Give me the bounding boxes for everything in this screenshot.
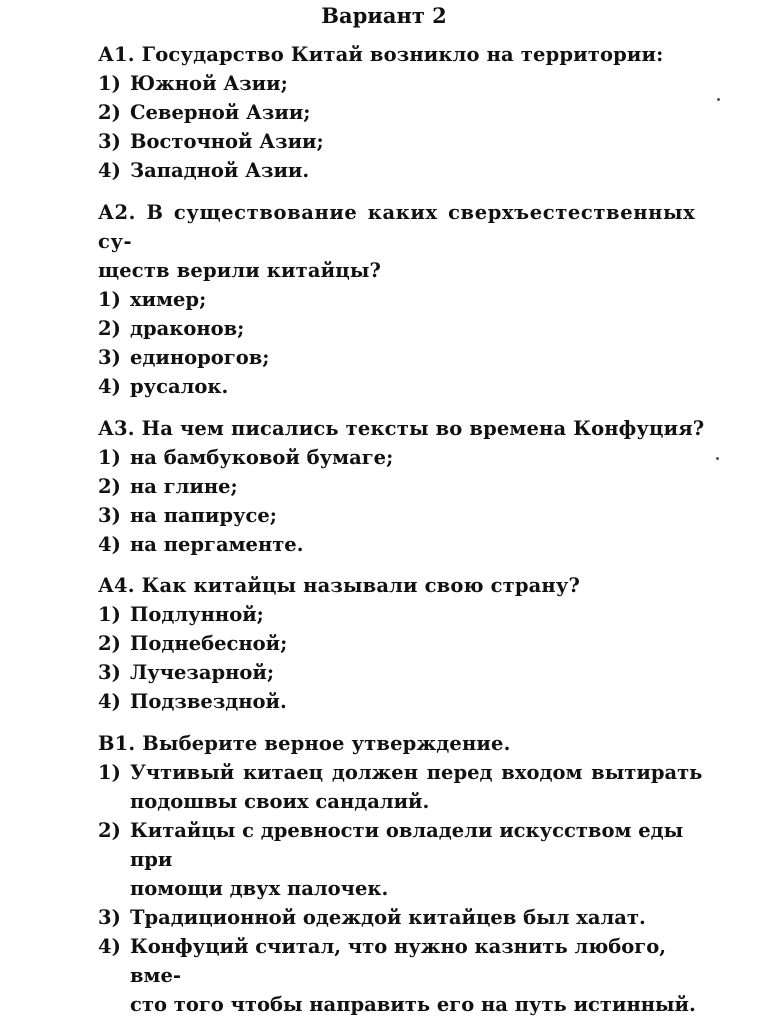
answer-option: [98, 156, 718, 185]
answer-option: [98, 932, 718, 1019]
option-text: русалок.: [130, 375, 229, 398]
question-number: А3.: [98, 417, 135, 440]
question-a3: [98, 414, 718, 559]
question-b1-text: [98, 729, 718, 758]
option-text: [130, 932, 718, 1019]
question-prompt: Государство Китай возникло на территории:: [141, 43, 664, 66]
option-text: Западной Азии.: [130, 159, 310, 182]
question-a4-text: [98, 571, 718, 600]
question-a4: [98, 571, 718, 716]
question-a2-text: [98, 198, 718, 256]
answer-options: [98, 758, 718, 1019]
option-number: 1): [98, 288, 121, 311]
option-text: Поднебесной;: [130, 632, 288, 655]
question-a1: [98, 40, 718, 185]
option-text: на пергаменте.: [130, 533, 304, 556]
option-number: 3): [98, 130, 121, 153]
option-text: на бамбуковой бумаге;: [130, 446, 394, 469]
option-text: единорогов;: [130, 346, 270, 369]
option-line1: Конфуций считал, что нужно казнить любого, вме-: [130, 935, 667, 987]
option-line1: Китайцы с древности овладели искусством еды при: [130, 819, 684, 871]
print-speck: [716, 457, 719, 460]
question-prompt-line1: В существование каких сверхъестественных су-: [98, 201, 696, 253]
question-a2-text-cont: [98, 256, 718, 285]
answer-option: [98, 98, 718, 127]
answer-option: [98, 600, 718, 629]
spacer: [98, 185, 718, 198]
option-text: драконов;: [130, 317, 245, 340]
option-number: 4): [98, 375, 121, 398]
question-a1-text: [98, 40, 718, 69]
question-number: А4.: [98, 574, 135, 597]
answer-option: [98, 314, 718, 343]
option-number: 2): [98, 475, 121, 498]
answer-option: [98, 903, 718, 932]
answer-option: [98, 530, 718, 559]
option-number: 3): [98, 346, 121, 369]
answer-option: [98, 501, 718, 530]
option-number: 2): [98, 819, 121, 842]
spacer: [98, 559, 718, 571]
print-speck: [717, 98, 720, 101]
question-prompt: На чем писались тексты во времена Конфуция?: [141, 417, 705, 440]
option-text: [130, 758, 718, 816]
questions-container: [98, 40, 718, 1019]
spacer: [98, 716, 718, 729]
option-number: 2): [98, 632, 121, 655]
option-text: химер;: [130, 288, 207, 311]
answer-option: [98, 816, 718, 903]
question-number: А2.: [98, 201, 137, 224]
answer-option: [98, 687, 718, 716]
question-prompt: Выберите верное утверждение.: [142, 732, 511, 755]
option-number: 4): [98, 935, 121, 958]
answer-option: [98, 285, 718, 314]
question-b1: [98, 729, 718, 1019]
answer-option: [98, 758, 718, 816]
option-number: 4): [98, 533, 121, 556]
option-number: 1): [98, 72, 121, 95]
answer-option: [98, 443, 718, 472]
question-prompt: Как китайцы называли свою страну?: [141, 574, 581, 597]
question-number: В1.: [98, 732, 136, 755]
answer-option: [98, 69, 718, 98]
option-text: Северной Азии;: [130, 101, 311, 124]
option-text: Подзвездной.: [130, 690, 287, 713]
question-number: А1.: [98, 43, 135, 66]
spacer: [98, 401, 718, 414]
option-number: 1): [98, 603, 121, 626]
answer-option: [98, 343, 718, 372]
answer-options: [98, 285, 718, 401]
option-number: 3): [98, 504, 121, 527]
answer-option: [98, 629, 718, 658]
option-text: Традиционной одеждой китайцев был халат.: [130, 906, 646, 929]
answer-option: [98, 372, 718, 401]
answer-options: [98, 443, 718, 559]
option-text: на папирусе;: [130, 504, 277, 527]
answer-option: [98, 658, 718, 687]
option-text: Подлунной;: [130, 603, 264, 626]
option-line2: подошвы своих сандалий.: [130, 790, 430, 813]
option-text: на глине;: [130, 475, 238, 498]
answer-options: [98, 69, 718, 185]
option-number: 1): [98, 761, 121, 784]
option-line2: сто того чтобы направить его на путь истинный.: [130, 993, 696, 1016]
question-a3-text: [98, 414, 718, 443]
variant-title: Вариант 2: [321, 3, 447, 28]
answer-option: [98, 127, 718, 156]
option-number: 3): [98, 661, 121, 684]
option-line2: помощи двух палочек.: [130, 877, 389, 900]
option-number: 1): [98, 446, 121, 469]
option-text: [130, 816, 718, 903]
answer-option: [98, 472, 718, 501]
option-number: 4): [98, 159, 121, 182]
question-a2: [98, 198, 718, 401]
option-number: 2): [98, 101, 121, 124]
option-text: Восточной Азии;: [130, 130, 324, 153]
option-number: 4): [98, 690, 121, 713]
option-line1: Учтивый китаец должен перед входом вытирать: [130, 761, 703, 784]
answer-options: [98, 600, 718, 716]
option-text: Лучезарной;: [130, 661, 275, 684]
option-number: 2): [98, 317, 121, 340]
option-text: Южной Азии;: [130, 72, 288, 95]
option-number: 3): [98, 906, 121, 929]
question-prompt-line2: ществ верили китайцы?: [98, 259, 382, 282]
